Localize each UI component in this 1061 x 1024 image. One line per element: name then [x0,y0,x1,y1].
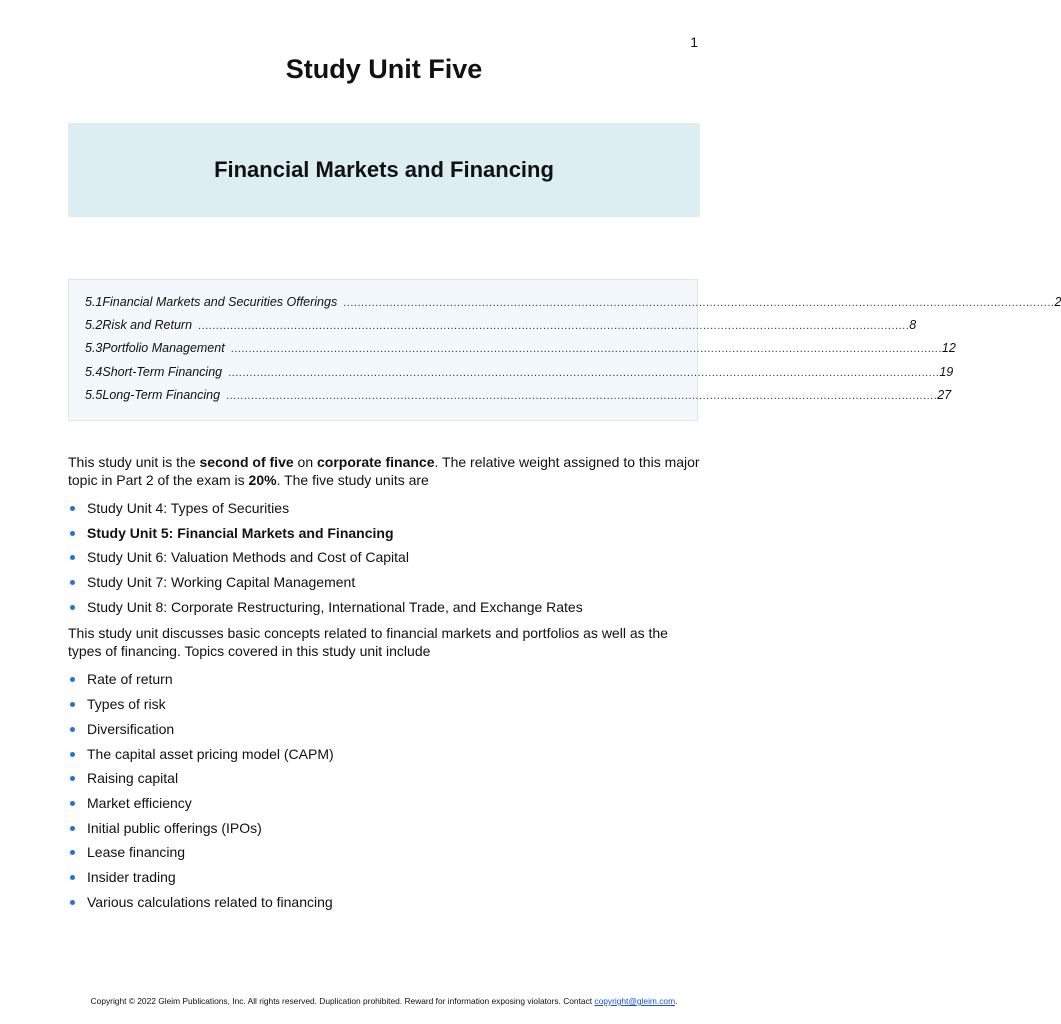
unit-title: Study Unit Five [285,54,483,84]
study-unit-list [68,499,700,622]
bullet-icon [70,555,75,560]
topic-title: Financial Markets and Financing [214,157,554,182]
toc-section-title: Financial Markets and Securities Offerings [102,295,338,309]
bullet-icon [70,850,75,855]
toc-leader-dots: ........................................................................................................................................................................................................ [343,297,1055,309]
topic-banner [68,123,700,217]
toc-leader-dots: ........................................................................................................................................................................................................ [226,389,938,402]
list-item-text: Study Unit 8: Corporate Restructuring, International Trade, and Exchange Rates [87,598,583,615]
bullet-icon [70,826,75,831]
list-item-text: Types of risk [87,696,166,713]
list-item [68,670,700,695]
toc-page-number: 27 [937,387,952,402]
footer-text: Copyright © 2022 Gleim Publications, Inc. All rights reserved. Duplication prohibited. Reward for information exposing violators. Contact [90,996,595,1006]
intro-text: . The five study units are [276,472,429,488]
table-of-contents [68,279,1061,421]
footer-end: . [675,996,678,1006]
bullet-icon [70,702,75,707]
bullet-icon [70,900,75,905]
list-item [68,499,700,524]
toc-row[interactable] [69,318,917,341]
intro-paragraph [68,453,700,489]
bullet-icon [70,677,75,682]
toc-leader-dots: ........................................................................................................................................................................................................ [198,320,910,333]
list-item [68,720,700,745]
list-item-text: The capital asset pricing model (CAPM) [87,745,334,762]
toc-page-number: 2 [1054,295,1061,309]
toc-row[interactable] [69,341,956,364]
toc-row[interactable] [69,364,954,388]
bullet-icon [70,727,75,732]
discussion-paragraph: This study unit discusses basic concepts related to financial markets and portfolios as well as the types of financing. Topics covered in this study unit include [68,625,668,660]
intro-text: on [293,454,318,470]
toc-leader-dots: ........................................................................................................................................................................................................ [230,343,942,356]
list-item [68,819,700,844]
list-item [68,745,700,770]
list-item [68,893,700,918]
copyright-footer [0,996,768,1006]
toc-section-title: Risk and Return [102,318,193,333]
intro-text: This study unit is the [68,454,200,470]
bullet-icon [70,875,75,880]
list-item [68,598,700,623]
list-item-text: Diversification [87,720,175,737]
bullet-icon [70,752,75,757]
list-item [68,573,700,598]
toc-page-number: 12 [941,341,956,356]
bullet-icon [70,801,75,806]
topic-list [68,670,700,917]
list-item-text: Study Unit 6: Valuation Methods and Cost of Capital [87,549,409,566]
intro-bold-weight: 20% [248,472,277,488]
toc-section-title: Long-Term Financing [102,387,221,402]
page-number: 1 [690,34,698,50]
toc-section-number: 5.1 [85,295,103,309]
toc-section-number: 5.2 [85,318,103,333]
toc-page-number: 8 [909,318,917,333]
toc-section-number: 5.4 [85,364,103,379]
bullet-icon [70,531,75,536]
list-item-text: Rate of return [87,671,173,688]
toc-page-number: 19 [939,364,954,379]
list-item-text: Raising capital [87,770,179,787]
list-item [68,769,700,794]
list-item-text: Initial public offerings (IPOs) [87,819,262,836]
toc-leader-dots: ........................................................................................................................................................................................................ [228,366,940,379]
bullet-icon [70,506,75,511]
list-item [68,524,700,549]
list-item [68,695,700,720]
copyright-email-link[interactable]: copyright@gleim.com [594,996,676,1006]
intro-bold-topic: corporate finance [317,454,435,470]
list-item [68,794,700,819]
list-item-text: Various calculations related to financing [87,893,333,910]
list-item-text: Study Unit 7: Working Capital Management [87,574,356,591]
intro-text: . The relative weight assigned to this major topic in Part 2 of the exam is [68,454,700,488]
toc-section-title: Short-Term Financing [102,364,223,379]
toc-section-number: 5.3 [85,341,103,356]
list-item-text: Lease financing [87,844,186,861]
list-item [68,868,700,893]
bullet-icon [70,776,75,781]
bullet-icon [70,605,75,610]
list-item-text: Market efficiency [87,794,192,811]
toc-section-number: 5.5 [85,387,103,402]
toc-row[interactable] [69,295,1061,318]
toc-row[interactable] [69,387,952,411]
toc-section-title: Portfolio Management [102,341,225,356]
list-item [68,548,700,573]
intro-bold-count: second of five [199,454,294,470]
bullet-icon [70,580,75,585]
list-item-text: Study Unit 5: Financial Markets and Financing [87,524,394,541]
list-item-text: Study Unit 4: Types of Securities [87,500,290,516]
list-item-text: Insider trading [87,868,176,885]
body-content [68,453,700,917]
list-item [68,843,700,868]
